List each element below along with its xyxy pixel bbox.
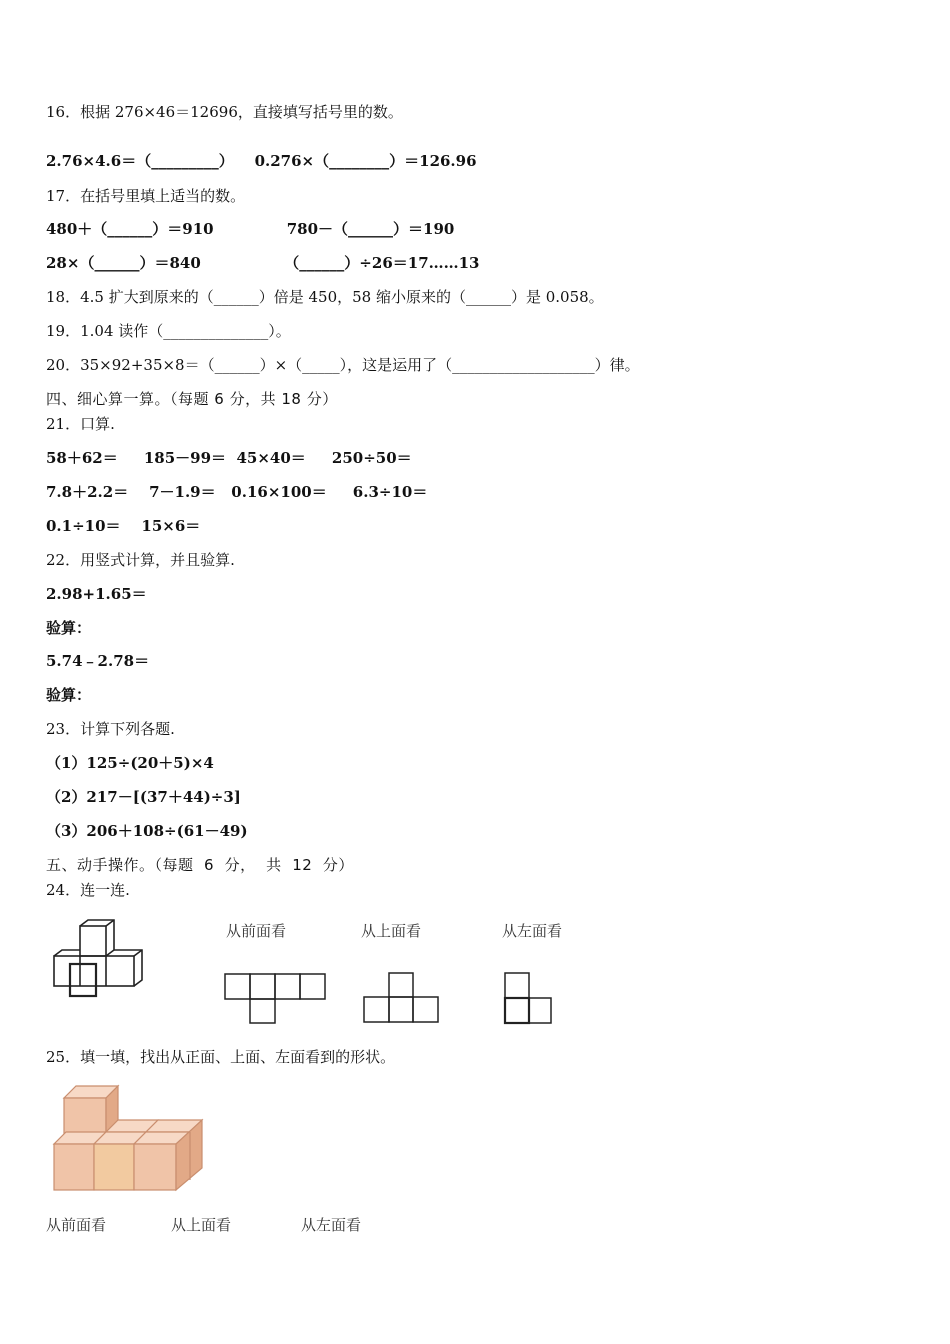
q21-row2: 7.8＋2.2＝ 7－1.9＝ 0.16×100＝ 6.3÷10＝ xyxy=(46,483,428,501)
q22-check1: 验算： xyxy=(46,619,92,637)
q24-label-top: 从上面看 xyxy=(361,922,422,940)
q22-expr1: 2.98+1.65＝ xyxy=(46,585,147,603)
q16-title: 16．根据 276×46＝12696，直接填写括号里的数。 xyxy=(46,103,403,121)
q22-expr2: 5.74﹣2.78＝ xyxy=(46,652,150,670)
q25-label-top: 从上面看 xyxy=(171,1216,232,1234)
section4-title: 四、细心算一算。（每题 6 分，共 18 分） xyxy=(46,390,338,408)
q21-row3: 0.1÷10＝ 15×6＝ xyxy=(46,517,201,535)
q23-title: 23．计算下列各题. xyxy=(46,720,175,738)
q21-row1: 58＋62＝ 185－99＝ 45×40＝ 250÷50＝ xyxy=(46,449,412,467)
q24-title: 24．连一连. xyxy=(46,881,130,899)
q16-line1: 2.76×4.6＝（_________） 0.276×（________）＝126.96 xyxy=(46,152,477,170)
q19-title: 19．1.04 读作（______________）。 xyxy=(46,322,291,340)
q25-cube-figure xyxy=(50,1080,206,1194)
q25-label-front: 从前面看 xyxy=(46,1216,107,1234)
q22-check2: 验算： xyxy=(46,686,92,704)
q18-title: 18．4.5 扩大到原来的（______）倍是 450，58 缩小原来的（______）是 0.058。 xyxy=(46,288,604,306)
q17-line2: 28×（______）＝840 （______）÷26＝17……13 xyxy=(46,254,480,272)
q21-title: 21．口算. xyxy=(46,415,115,433)
q23-p1: （1）125÷(20＋5)×4 xyxy=(46,754,214,772)
q24-view-left-shape xyxy=(503,972,555,1026)
q25-title: 25．填一填，找出从正面、上面、左面看到的形状。 xyxy=(46,1048,396,1066)
q22-title: 22．用竖式计算，并且验算. xyxy=(46,551,235,569)
q20-title: 20．35×92+35×8＝（______）×（_____），这是运用了（___________________）律。 xyxy=(46,356,640,374)
q24-label-left: 从左面看 xyxy=(502,922,563,940)
section5-title: 五、动手操作。（每题 6 分， 共 12 分） xyxy=(46,856,354,874)
q23-p2: （2）217－[(37＋44)÷3] xyxy=(46,788,241,806)
q24-view-front-shape xyxy=(224,973,328,1025)
q24-label-front: 从前面看 xyxy=(226,922,287,940)
q17-title: 17．在括号里填上适当的数。 xyxy=(46,187,246,205)
q25-label-left: 从左面看 xyxy=(301,1216,362,1234)
q23-p3: （3）206＋108÷(61－49) xyxy=(46,822,248,840)
q24-cube-figure xyxy=(48,918,148,1000)
q24-view-top-shape xyxy=(363,972,441,1024)
q17-line1: 480＋（______）＝910 780－（______）＝190 xyxy=(46,220,455,238)
